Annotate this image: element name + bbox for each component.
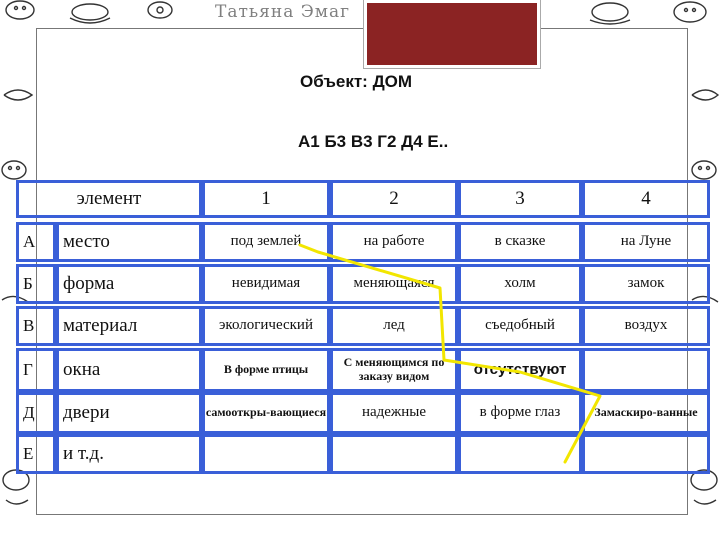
table-cell: невидимая xyxy=(202,264,330,304)
row-letter: Б xyxy=(16,264,56,304)
table-cell: воздух xyxy=(582,306,710,346)
table-cell: В форме птицы xyxy=(202,348,330,392)
header-element: элемент xyxy=(16,180,202,218)
row-element: материал xyxy=(56,306,202,346)
row-element: окна xyxy=(56,348,202,392)
header-col-2: 2 xyxy=(330,180,458,218)
table-cell: меняющаяся xyxy=(330,264,458,304)
slide-title: Объект: ДОМ xyxy=(300,72,413,91)
row-letter: А xyxy=(16,222,56,262)
table-cell: отсутствуют xyxy=(458,348,582,392)
row-element: и т.д. xyxy=(56,434,202,474)
table-cell: Замаскиро-ванные xyxy=(582,392,710,434)
table-cell: холм xyxy=(458,264,582,304)
table-cell: надежные xyxy=(330,392,458,434)
row-letter: Д xyxy=(16,392,56,434)
row-letter: Е xyxy=(16,434,56,474)
table-cell: С меняющимся по заказу видом xyxy=(330,348,458,392)
table-cell: под землей xyxy=(202,222,330,262)
table-cell: замок xyxy=(582,264,710,304)
row-element: место xyxy=(56,222,202,262)
row-letter: Г xyxy=(16,348,56,392)
table-cell: на Луне xyxy=(582,222,710,262)
header-col-1: 1 xyxy=(202,180,330,218)
row-letter: В xyxy=(16,306,56,346)
table-cell: лед xyxy=(330,306,458,346)
table-cell: в форме глаз xyxy=(458,392,582,434)
author-signature: Татьяна Эмаг xyxy=(215,2,351,22)
table-cell: на работе xyxy=(330,222,458,262)
header-col-4: 4 xyxy=(582,180,710,218)
header-col-3: 3 xyxy=(458,180,582,218)
combination-code: А1 Б3 В3 Г2 Д4 Е.. xyxy=(298,132,449,151)
row-element: форма xyxy=(56,264,202,304)
table-cell: съедобный xyxy=(458,306,582,346)
row-element: двери xyxy=(56,392,202,434)
table-cell: экологический xyxy=(202,306,330,346)
table-cell: самооткры-вающиеся xyxy=(202,392,330,434)
table-cell: в сказке xyxy=(458,222,582,262)
